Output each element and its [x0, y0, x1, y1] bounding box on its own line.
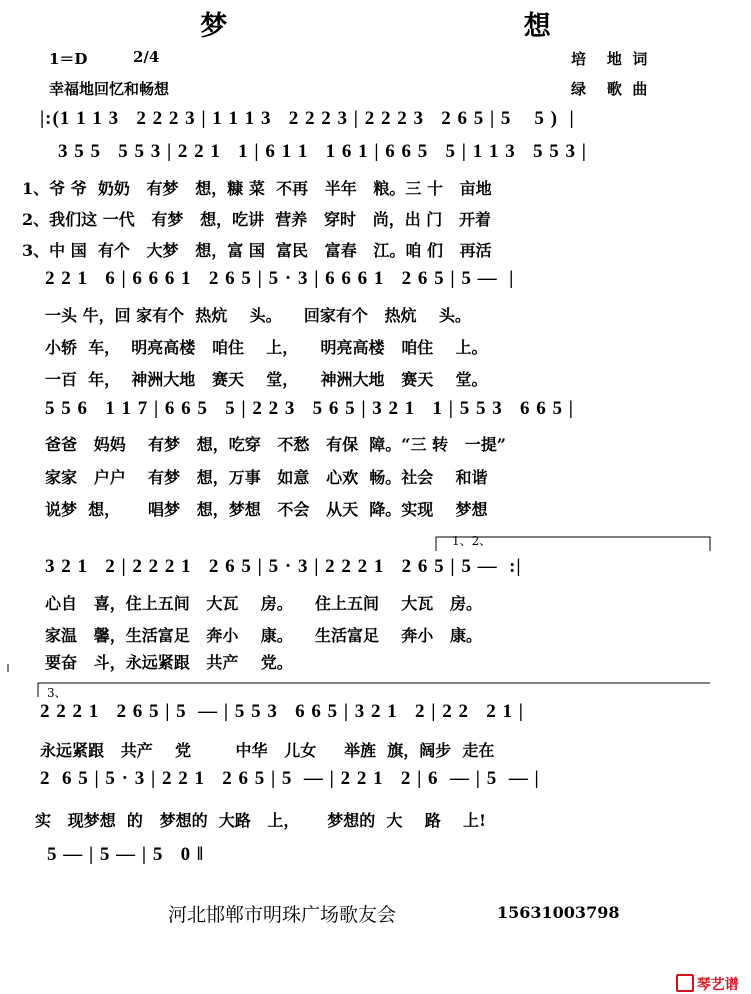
publisher-credit: 河北邯郸市明珠广场歌友会 — [168, 904, 397, 926]
lyric-line: 家温 馨，生活富足 奔小 康。 生活富足 奔小 康。 — [45, 626, 482, 645]
notation-line-5: 2 2 2 1 2 6 5 | 5 — | 5 5 3 6 6 5 | 3 2 1 2 | 2 2 2 1 | — [40, 701, 524, 722]
lyric-line: 家家 户户 有梦 想，万事 如意 心欢 畅。社会 和谐 — [45, 468, 488, 487]
time-signature: 2/4 — [133, 48, 160, 66]
song-title: 梦 想 — [200, 11, 551, 42]
lyric-line: 说梦 想， 唱梦 想，梦想 不会 从天 降。实现 梦想 — [45, 500, 488, 519]
lyric-line: 一百 年， 神洲大地 赛天 堂， 神洲大地 赛天 堂。 — [45, 370, 488, 389]
lyric-line: 爸爸 妈妈 有梦 想，吃穿 不愁 有保 障。“三 转 一提” — [45, 435, 506, 454]
lyric-line: 3、中 国 有个 大梦 想，富 国 富民 富春 江。咱 们 再活 — [22, 241, 492, 260]
composer-credit: 绿 歌 曲 — [571, 80, 648, 98]
lyric-line: 小轿 车， 明亮高楼 咱住 上， 明亮高楼 咱住 上。 — [45, 338, 488, 357]
lyric-line: 一头 牛，回 家有个 热炕 头。 回家有个 热炕 头。 — [45, 306, 471, 325]
lyricist-credit: 培 地 词 — [571, 50, 648, 68]
notation-line-7: 5 — | 5 — | 5 0 ‖ — [47, 844, 205, 865]
notation-line-1: 3 5 5 5 5 3 | 2 2 1 1 | 6 1 1 1 6 1 | 6 6 5 5 | 1 1 3 5 5 3 | — [58, 141, 587, 162]
lyric-line: 永远紧跟 共产 党 中华 儿女 举旌 旗，阔步 走在 — [40, 741, 495, 760]
volta-ending-3: 3、 — [47, 686, 67, 700]
phone-number: 15631003798 — [497, 903, 620, 922]
notation-line-4: 3 2 1 2 | 2 2 2 1 2 6 5 | 5 · 3 | 2 2 2 1 2 6 5 | 5 — :| — [45, 556, 522, 577]
key-signature: 1＝D — [49, 50, 88, 68]
volta-ending-1-2: 1、2、 — [452, 534, 492, 548]
site-logo[interactable] — [666, 958, 739, 994]
volta-bracket-3 — [38, 683, 710, 697]
lyric-line: 心自 喜，住上五间 大瓦 房。 住上五间 大瓦 房。 — [45, 594, 482, 613]
lyric-line: 2、我们这 一代 有梦 想，吃讲 营养 穿时 尚，出 门 开着 — [22, 210, 491, 229]
tempo-marking: 幸福地回忆和畅想 — [49, 80, 170, 98]
notation-line-intro: |:(1 1 1 3 2 2 2 3 | 1 1 1 3 2 2 2 3 | 2 2 2 3 2 6 5 | 5 5 ) | — [40, 108, 575, 129]
notation-line-2: 2 2 1 6 | 6 6 6 1 2 6 5 | 5 · 3 | 6 6 6 1 2 6 5 | 5 — | — [45, 268, 515, 289]
notation-line-3: 5 5 6 1 1 7 | 6 6 5 5 | 2 2 3 5 6 5 | 3 2 1 1 | 5 5 3 6 6 5 | — [45, 398, 574, 419]
logo-mark-icon — [676, 974, 694, 992]
lyric-line: 要奋 斗，永远紧跟 共产 党。 — [45, 653, 293, 672]
lyric-line: 1、爷 爷 奶奶 有梦 想，糠 菜 不再 半年 粮。三 十 亩地 — [22, 179, 492, 198]
notation-line-6: 2 6 5 | 5 · 3 | 2 2 1 2 6 5 | 5 — | 2 2 1 2 | 6 — | 5 — | — [40, 768, 540, 789]
lyric-line: 实 现梦想 的 梦想的 大路 上， 梦想的 大 路 上! — [35, 811, 486, 830]
logo-text: 琴艺谱 — [696, 977, 739, 993]
